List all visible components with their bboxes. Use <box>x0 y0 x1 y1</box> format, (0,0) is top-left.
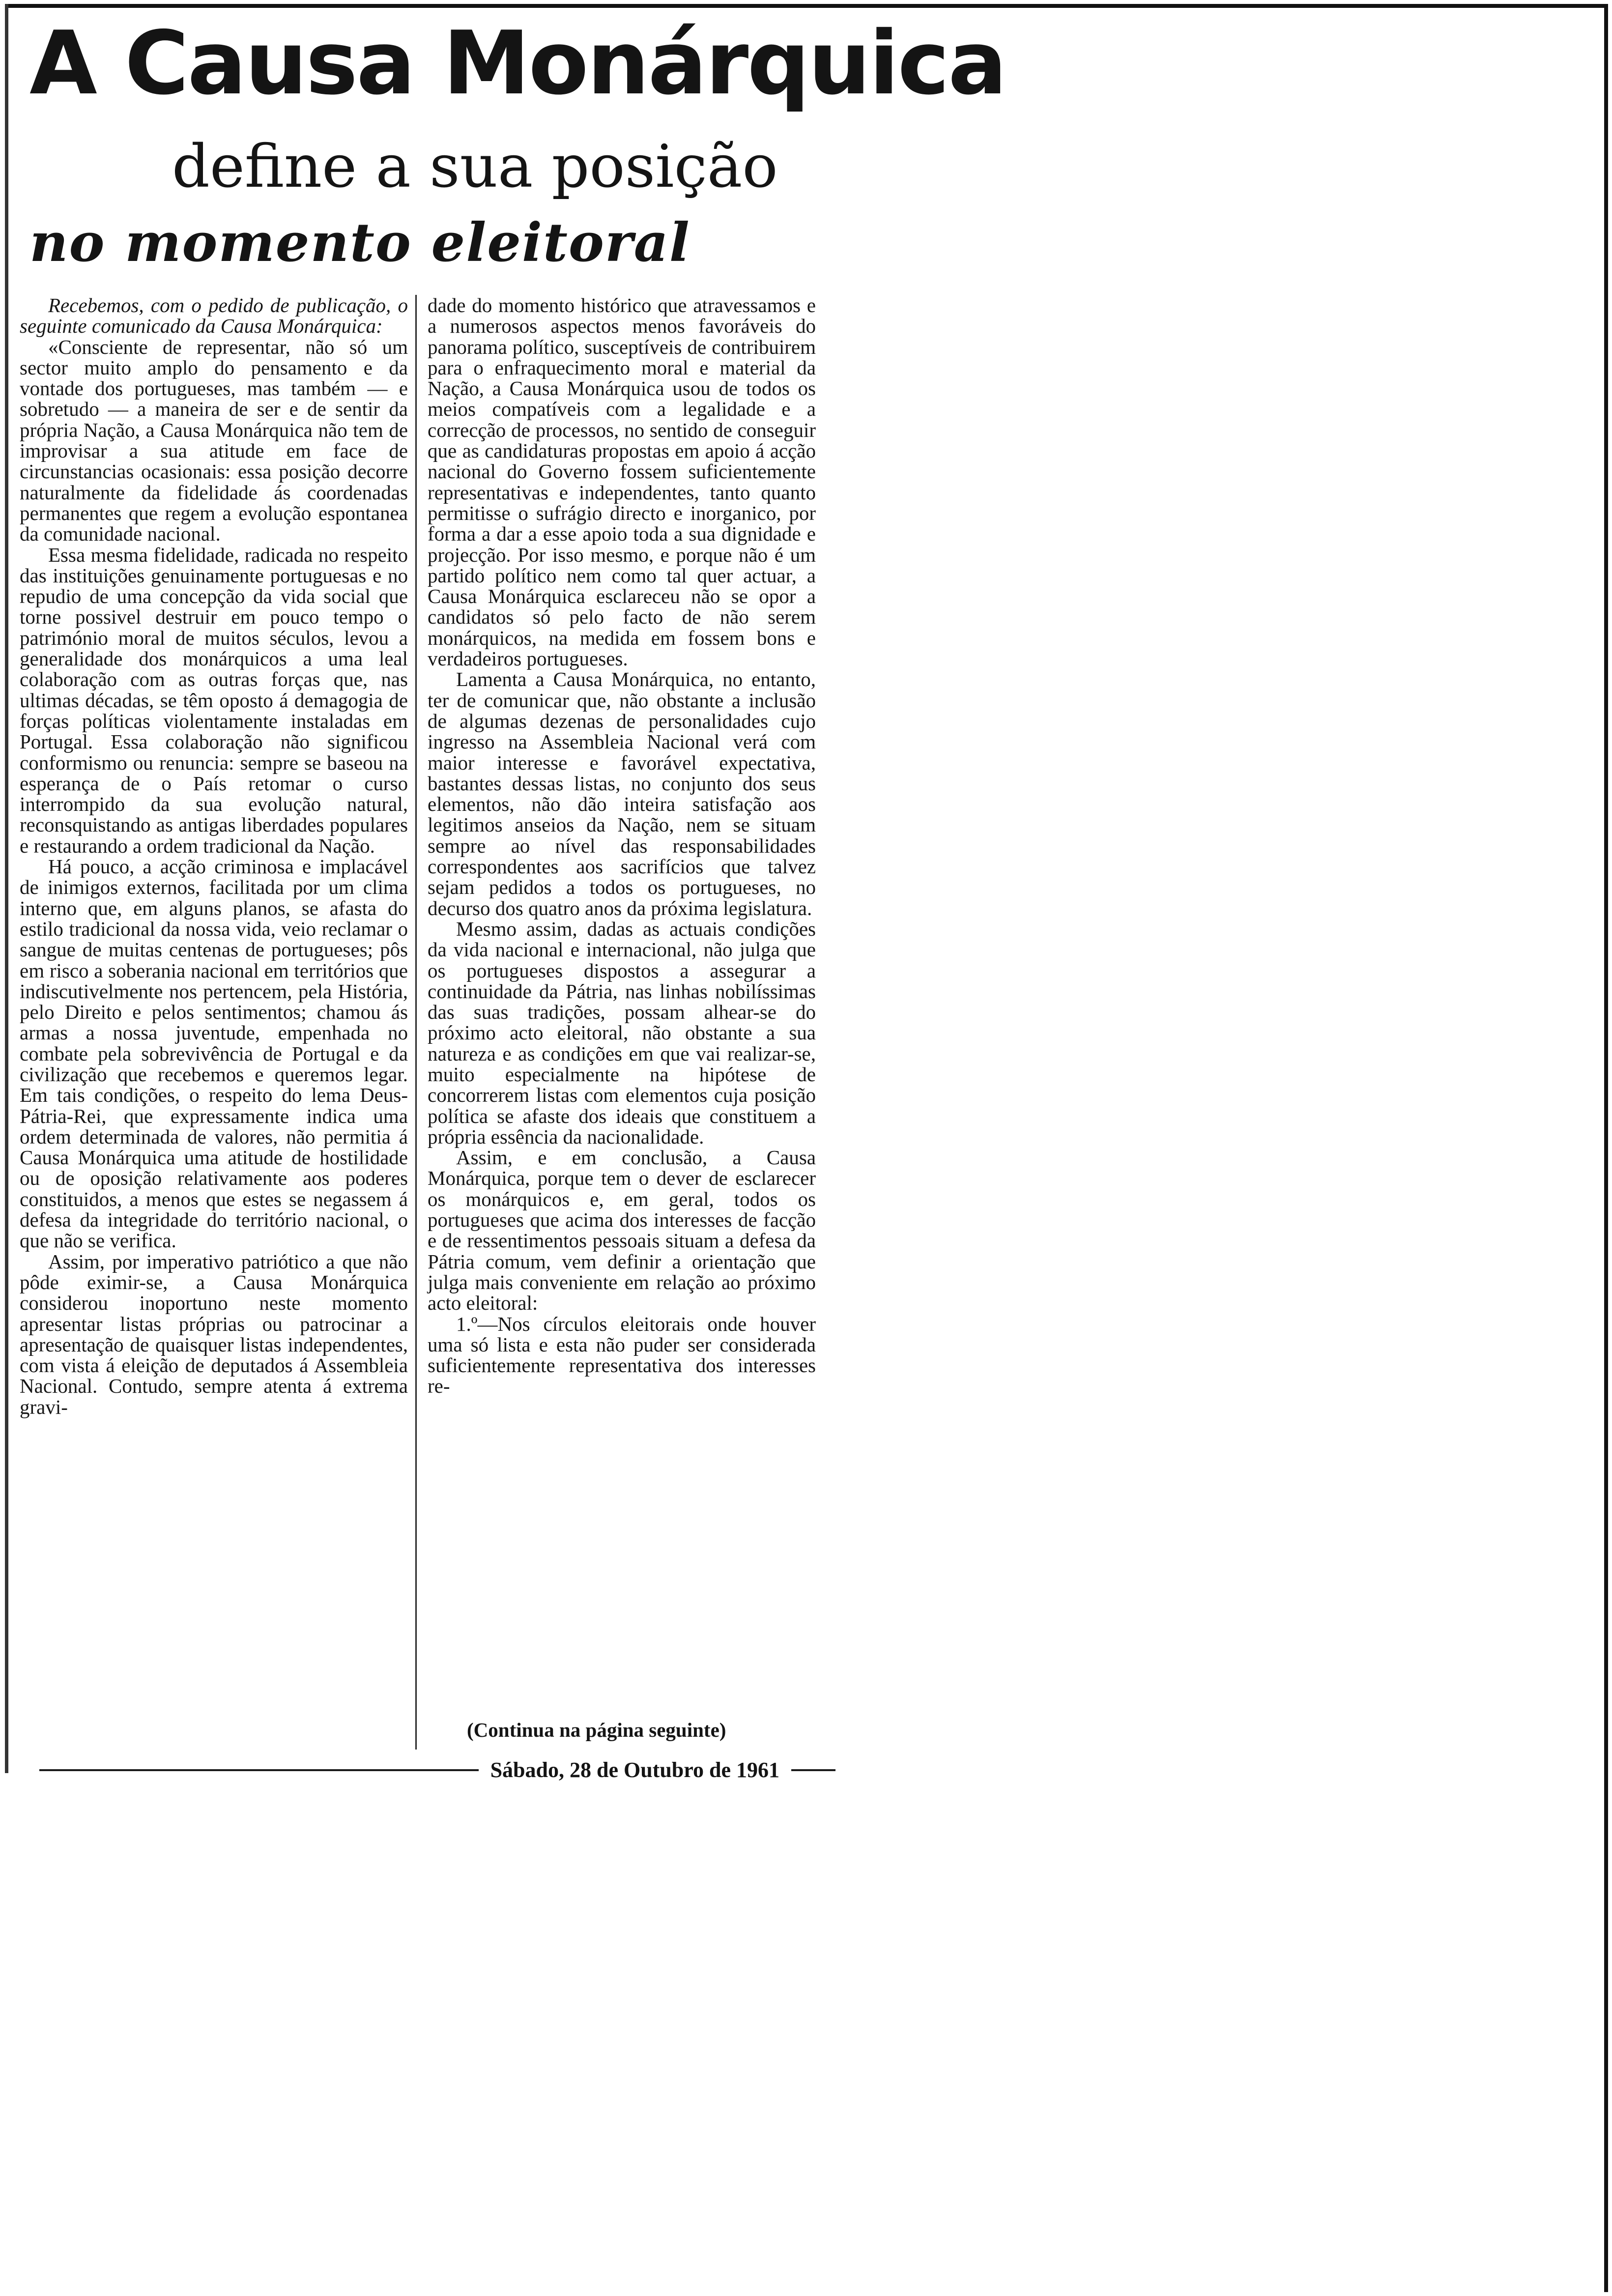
article-paragraph: Essa mesma fidelidade, radicada no respeito das instituições genuinamente portuguesas e no repudio de uma concepção da vida social que torne possivel destruir em pouco tempo o património moral de muitos séculos, levou a generalidade dos monárquicos a uma leal colaboração com as outras forças que, nas ultimas décadas, se têm oposto á demagogia de forças políticas violentamente instaladas em Portugal. Essa colaboração não significou conformismo ou renuncia: sempre se baseou na esperança de o País retomar o curso interrompido da sua evolução natural, reconsquistando as antigas liberdades populares e restaurando a ordem tradicional da Nação. <box>20 543 408 857</box>
article-intro: Recebemos, com o pedido de publicação, o seguinte comunicado da Causa Monárquica: <box>20 294 408 338</box>
footer-rule-right <box>791 1769 835 1771</box>
article-paragraph: Mesmo assim, dadas as actuais condições da vida nacional e internacional, não julga que os portugueses dispostos a assegurar a continuidade da Pátria, nas linhas nobilíssimas das suas tradições, possam alhear-se do próximo acto eleitoral, não obstante a sua natureza e as condições em que vai realizar-se, muito especialmente na hipótese de concorrerem listas com elementos cuja posição política se afaste dos ideais que constituem a própria essência da nacionalidade. <box>428 917 816 1148</box>
article-paragraph-continued: dade do momento histórico que atravessamos e a numerosos aspectos menos favoráveis do panorama político, susceptíveis de contribuirem para o enfraquecimento moral e material da Nação, a Causa Monárquica usou de todos os meios compatíveis com a legalidade e a correcção de processos, no sentido de conseguir que as candidaturas propostas em apoio á acção nacional do Governo fossem suficientemente representativas e independentes, tanto quanto permitisse o sufrágio directo e inorganico, por forma a dar a esse apoio toda a sua dignidade e projecção. Por isso mesmo, e porque não é um partido político nem como tal quer actuar, a Causa Monárquica esclareceu não se opor a candidatos só pelo facto de não serem monárquicos, na medida em fossem bons e verdadeiros portugueses. <box>428 294 816 670</box>
headline: A Causa Monárquica <box>29 12 1006 114</box>
article-paragraph: Há pouco, a acção criminosa e implacável de inimigos externos, facilitada por um clima interno que, em alguns planos, se afasta do estilo tradicional da nossa vida, veio reclamar o sangue de muitas centenas de portugueses; pôs em risco a soberania nacional em territórios que indiscutivelmente nos pertencem, pela História, pelo Direito e pelos sentimentos; chamou ás armas a nossa juventude, empenhada no combate pela sobrevivência de Portugal e da civilização que recebemos e queremos legar. Em tais condições, o respeito do lema Deus-Pátria-Rei, que expressamente indica uma ordem determinada de valores, não permitia á Causa Monárquica uma atitude de hostilidade ou de oposição relativamente aos poderes constituidos, a menos que estes se negassem á defesa da integridade do território nacional, o que não se verifica. <box>20 855 408 1252</box>
column-divider <box>415 295 417 1750</box>
page-border-left <box>5 4 8 1773</box>
article-paragraph: Assim, por imperativo patriótico a que não pôde eximir-se, a Causa Monárquica considerou inoportuno neste momento apresentar listas próprias ou patrocinar a apresentação de quaisquer listas independentes, com vista á eleição de deputados á Assembleia Nacional. Contudo, sempre atenta á extrema gravi- <box>20 1250 408 1418</box>
article-paragraph: «Consciente de representar, não só um sector muito amplo do pensamento e da vontade dos portugueses, mas também — e sobretudo — a maneira de ser e de sentir da própria Nação, a Causa Monárquica não tem de improvisar a sua atitude em face de circunstancias ocasionais: essa posição decorre naturalmente da fidelidade ás coordenadas permanentes que regem a evolução espontanea da comunidade nacional. <box>20 335 408 545</box>
article-column-2 <box>428 295 816 1397</box>
footer <box>39 1759 835 1781</box>
continued-note: (Continua na página seguinte) <box>467 1719 726 1741</box>
page-border-right <box>1604 4 1608 2292</box>
footer-date: Sábado, 28 de Outubro de 1961 <box>490 1758 779 1782</box>
footer-rule-left <box>39 1769 479 1771</box>
subheadline: define a sua posição <box>172 133 778 201</box>
article-paragraph: Lamenta a Causa Monárquica, no entanto, ter de comunicar que, não obstante a inclusão de algumas dezenas de personalidades cujo ingresso na Assembleia Nacional verá com maior interesse e favorável expectativa, bastantes dessas listas, no conjunto dos seus elementos, não dão inteira satisfação aos legitimos anseios da Nação, nem se situam sempre ao nível das responsabilidades correspondentes aos sacrifícios que talvez sejam pedidos a todos os portugueses, no decurso dos quatro anos da próxima legislatura. <box>428 668 816 919</box>
article-paragraph: 1.º—Nos círculos eleitorais onde houver uma só lista e esta não puder ser considerada suficientemente representativa dos interesses re- <box>428 1312 816 1398</box>
kicker: no momento eleitoral <box>29 212 691 274</box>
page-border-top <box>5 4 1608 8</box>
article-paragraph: Assim, e em conclusão, a Causa Monárquica, porque tem o dever de esclarecer os monárquicos e, em geral, todos os portugueses que acima dos interesses de facção e de ressentimentos pessoais situam a defesa da Pátria comum, vem definir a orientação que julga mais conveniente em relação ao próximo acto eleitoral: <box>428 1146 816 1315</box>
article-column-1 <box>20 295 408 1417</box>
